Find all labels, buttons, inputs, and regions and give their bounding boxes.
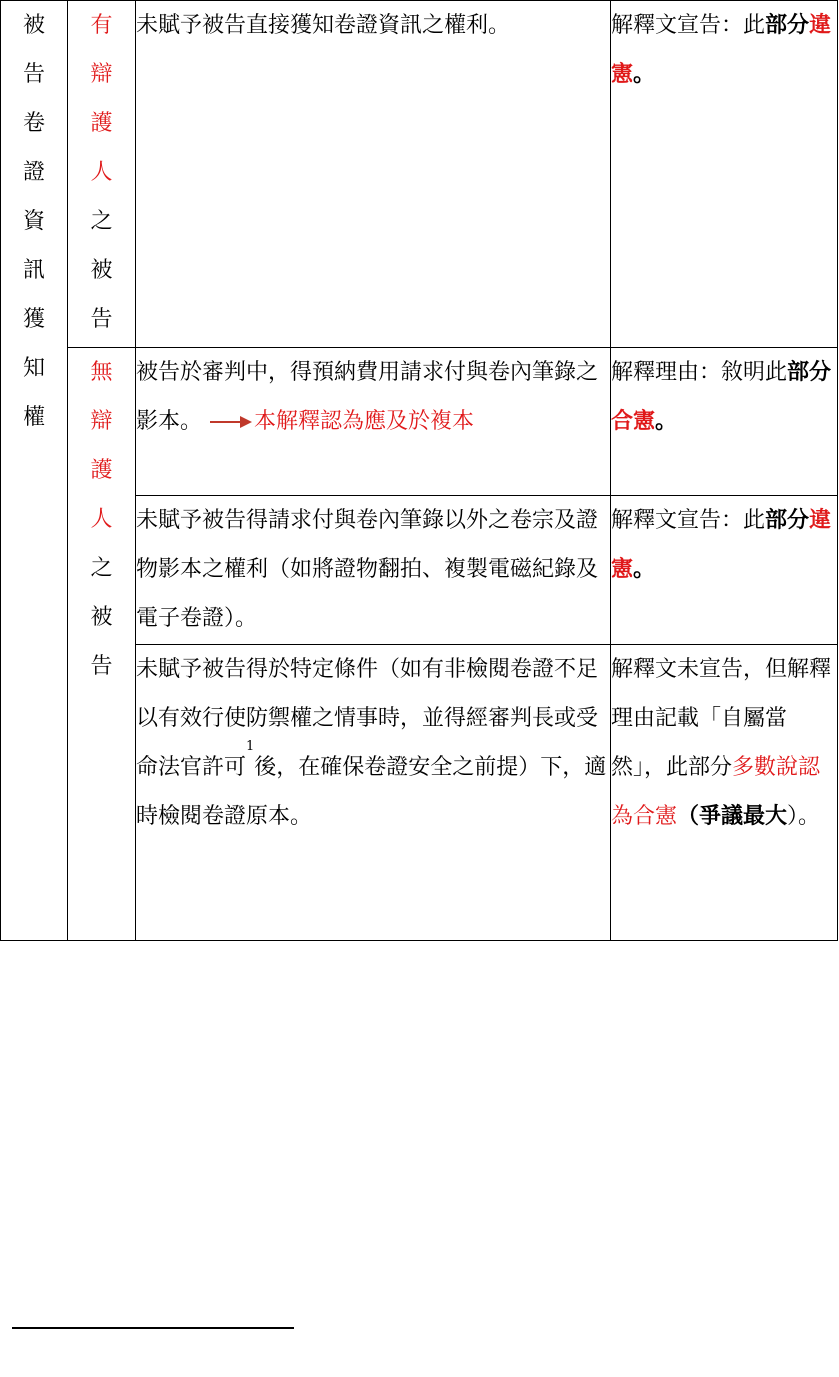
description-cell: 未賦予被告得請求付與卷內筆錄以外之卷宗及證物影本之權利（如將證物翻拍、複製電磁紀錄及電子卷證）。	[136, 496, 611, 645]
annotation-note: 本解釋認為應及於複本	[254, 409, 475, 434]
right-arrow-icon	[210, 416, 252, 428]
category-cell: 被 告 卷 證 資 訊 獲 知 權	[1, 1, 68, 941]
description-cell: 未賦予被告得於特定條件（如有非檢閱卷證不足以有效行使防禦權之情事時，並得經審判長或受命法官許可$^1$後，在確保卷證安全之前提）下，適時檢閱卷證原本。	[136, 645, 611, 941]
table-row	[1, 348, 838, 496]
ruling-cell: 解釋文宣告：此部分違憲。	[611, 496, 838, 645]
description-cell: 未賦予被告直接獲知卷證資訊之權利。	[136, 1, 611, 348]
group-label-without-counsel: 無 辯 護 人 之 被 告	[68, 348, 136, 941]
description-cell: 被告於審判中，得預納費用請求付與卷內筆錄之影本。 本解釋認為應及於複本	[136, 348, 611, 496]
footnote-separator	[12, 1327, 294, 1329]
ruling-cell: 解釋文未宣告，但解釋理由記載「自屬當然」，此部分多數說認為合憲（爭議最大）。	[611, 645, 838, 941]
table-row	[1, 1, 838, 348]
footnote-marker[interactable]: 1	[246, 739, 255, 754]
ruling-cell: 解釋文宣告：此部分違憲。	[611, 1, 838, 348]
group-label-with-counsel: 有 辯 護 人 之 被 告	[68, 1, 136, 348]
ruling-cell: 解釋理由：敘明此部分合憲。	[611, 348, 838, 496]
